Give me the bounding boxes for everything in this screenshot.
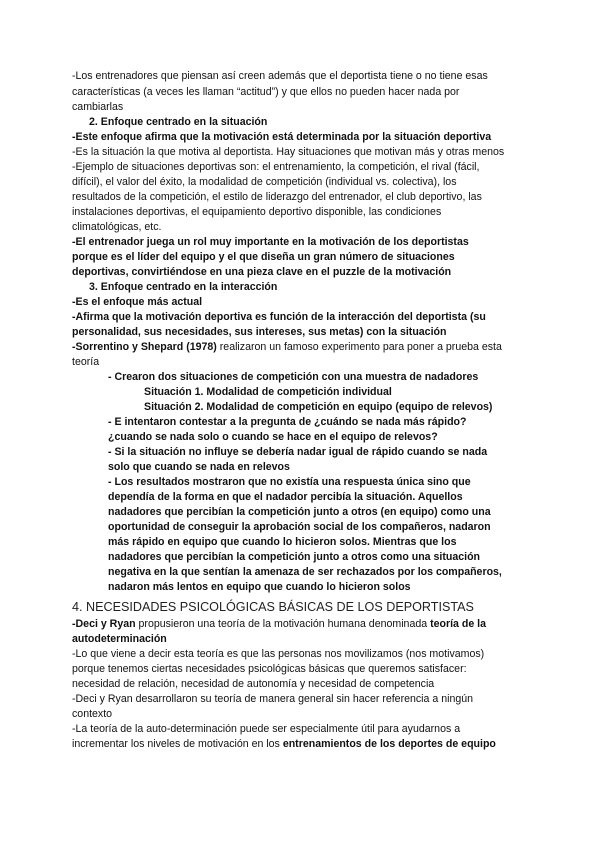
list-item: Situación 1. Modalidad de competición individual — [144, 386, 392, 398]
text-line: instalaciones deportivas, el equipamiento deportivo disponible, las condiciones — [72, 206, 442, 218]
list-item: - E intentaron contestar a la pregunta de ¿cuándo se nada más rápido? — [108, 416, 467, 428]
text-line: personalidad, sus necesidades, sus intereses, sus metas) con la situación — [72, 326, 447, 338]
text-line: incrementar los niveles de motivación en los entrenamientos de los deportes de equipo — [72, 738, 496, 750]
list-item: más rápido en equipo que cuando lo hicieron solos. Mientras que los — [108, 536, 457, 548]
list-item: nadaron más lentos en equipo que cuando lo hicieron solos — [108, 581, 411, 593]
text-line: climatológicas, etc. — [72, 221, 162, 233]
text-line: -Deci y Ryan desarrollaron su teoría de manera general sin hacer referencia a ningún — [72, 693, 474, 705]
list-item: nadadores que percibían la competición junto a otros (en equipo) como una — [108, 506, 491, 518]
list-item: negativa en la que sentían la amenaza de ser rechazados por los compañeros, — [108, 566, 502, 578]
list-item: Situación 2. Modalidad de competición en equipo (equipo de relevos) — [144, 401, 493, 413]
list-item: dependía de la forma en que el nadador percibía la situación. Aquellos — [108, 491, 463, 503]
section-heading: 2. Enfoque centrado en la situación — [89, 116, 268, 128]
text-line: -Los entrenadores que piensan así creen además que el deportista tiene o no tiene esas — [72, 70, 488, 82]
section-heading: 3. Enfoque centrado en la interacción — [89, 281, 278, 293]
list-item: ¿cuando se nada solo o cuando se hace en el equipo de relevos? — [108, 431, 438, 443]
text-line: autodeterminación — [72, 633, 167, 645]
text-line: porque es el líder del equipo y el que diseña un gran número de situaciones — [72, 251, 455, 263]
text-line: -El entrenador juega un rol muy importante en la motivación de los deportistas — [72, 236, 469, 248]
text-line: deportivas, convirtiéndose en una pieza clave en el puzzle de la motivación — [72, 266, 452, 278]
text-line: necesidad de relación, necesidad de autonomía y necesidad de competencia — [72, 678, 435, 690]
list-item: - Crearon dos situaciones de competición con una muestra de nadadores — [108, 371, 479, 383]
section-heading: 4. NECESIDADES PSICOLÓGICAS BÁSICAS DE LOS DEPORTISTAS — [72, 600, 474, 614]
text-line: porque tenemos ciertas necesidades psicológicas básicas que queremos satisfacer: — [72, 663, 467, 675]
list-item: nadadores que percibían la competición junto a otros como una situación — [108, 551, 481, 563]
text-line: -Afirma que la motivación deportiva es función de la interacción del deportista (su — [72, 311, 486, 323]
text-line: características (a veces les llaman “actitud”) y que ellos no pueden hacer nada por — [72, 86, 460, 98]
list-item: - Los resultados mostraron que no existía una respuesta única sino que — [108, 476, 471, 488]
list-item: oportunidad de conseguir la aprobación social de los compañeros, nadaron — [108, 521, 491, 533]
text-line: -La teoría de la auto-determinación puede ser especialmente útil para ayudarnos a — [72, 723, 461, 735]
text-line: -Es el enfoque más actual — [72, 296, 203, 308]
text-line: -Sorrentino y Shepard (1978) realizaron un famoso experimento para poner a prueba esta — [72, 341, 502, 353]
text-line: -Deci y Ryan propusieron una teoría de la motivación humana denominada teoría de la — [72, 618, 486, 630]
text-line: -Este enfoque afirma que la motivación está determinada por la situación deportiva — [72, 131, 492, 143]
text-line: teoría — [72, 356, 100, 368]
list-item: - Si la situación no influye se debería nadar igual de rápido cuando se nada — [108, 446, 488, 458]
text-line: -Es la situación la que motiva al deportista. Hay situaciones que motivan más y otras menos — [72, 146, 505, 158]
text-line: -Lo que viene a decir esta teoría es que las personas nos movilizamos (nos motivamos) — [72, 648, 485, 660]
text-line: contexto — [72, 708, 113, 720]
text-line: cambiarlas — [72, 101, 124, 113]
text-line: -Ejemplo de situaciones deportivas son: el entrenamiento, la competición, el rival (fácil, — [72, 161, 480, 173]
text-line: resultados de la competición, el estilo de liderazgo del entrenador, el club deportivo, las — [72, 191, 482, 203]
text-line: difícil), el valor del éxito, la modalidad de competición (individual vs. colectiva), los — [72, 176, 457, 188]
list-item: solo que cuando se nada en relevos — [108, 461, 290, 473]
